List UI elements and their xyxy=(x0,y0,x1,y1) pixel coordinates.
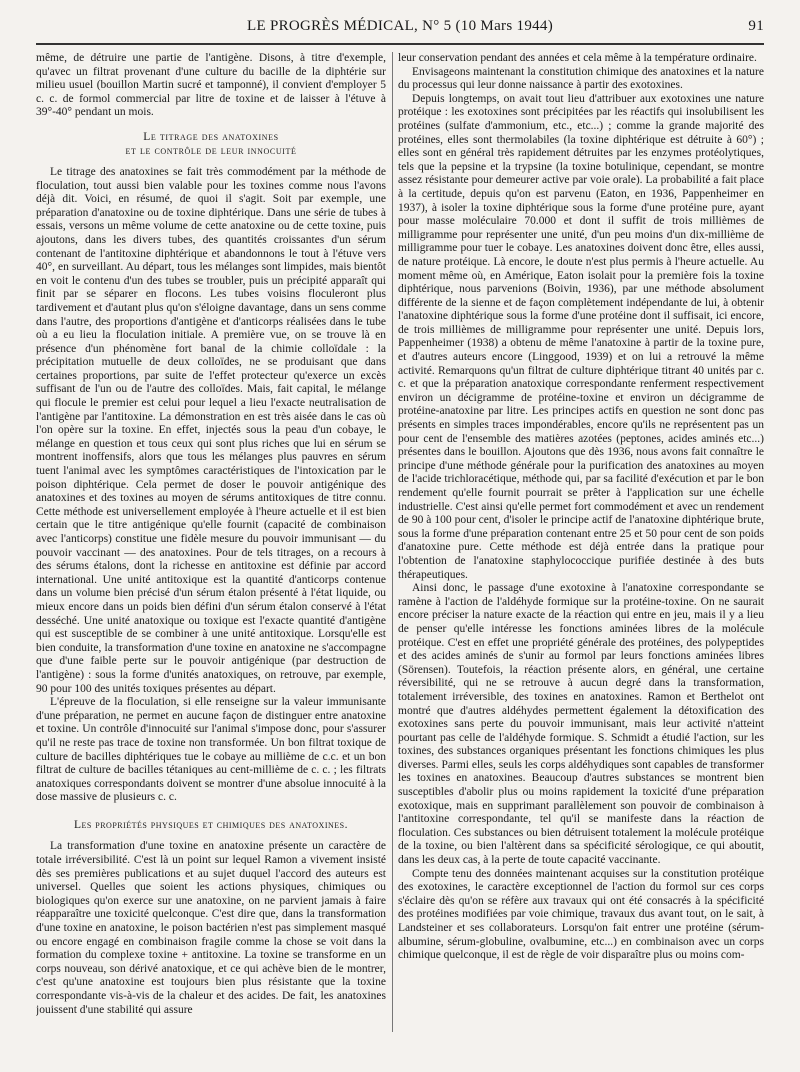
page-header xyxy=(36,18,764,40)
section-heading-proprietes: Les propriétés physiques et chimiques des anatoxines. xyxy=(74,818,348,831)
section-heading-titrage xyxy=(36,130,386,158)
paragraph: Compte tenu des données maintenant acquises sur la constitution protéique des exotoxines, le caractère exceptionnel de l'action du formol sur ces corps s'éclaire dès qu'on se réfère aux travaux qui ont été consacrés à la spécificité des protéines modifiées par voie chimique, travaux dus avant tout, on le sait, à Landsteiner et ses collaborateurs. Lorsqu'on fait entrer une protéine (sérum-albumine, sérum-globuline, ovalbumine, etc...) en combinaison avec un corps chimique quelconque, il est de règle de voir disparaître plus ou moins com- xyxy=(398,867,764,962)
paragraph: La transformation d'une toxine en anatoxine présente un caractère de totale irréversibilité. C'est là un point sur lequel Ramon a vivement insisté dès ses premières publications et au sujet duquel l'accord des auteurs est universel. Quelles que soient les actions physiques, chimiques ou biologiques qu'on exerce sur une anatoxine, on ne parvient jamais à faire réapparaître une toxicité quelconque. C'est dire que, dans la transformation d'une toxine en anatoxine, le poison bactérien n'est pas simplement masqué ou encore engagé en combinaison fragile comme la chose se voit dans la formation du complexe toxine + antitoxine. La toxine se transforme en un corps nouveau, son dérivé anatoxique, et ce qui achève bien de le montrer, c'est qu'une anatoxine est toujours bien plus résistante que la toxine correspondante vis-à-vis de la chaleur et des acides. De fait, les anatoxines jouissent d'une stabilité qui assure xyxy=(36,840,386,1016)
column-divider xyxy=(392,52,393,1032)
right-column xyxy=(398,52,764,1054)
running-title: LE PROGRÈS MÉDICAL, N° 5 (10 Mars 1944) xyxy=(246,18,554,34)
paragraph: Ainsi donc, le passage d'une exotoxine à l'anatoxine correspondante se ramène à l'action de l'aldéhyde formique sur la protéine-toxine. On ne saurait encore préciser la nature exacte de la réaction qui entre en jeu, mais il y a lieu de penser qu'elle intéresse les fonctions aminées libres de la molécule protéique. C'est en effet une propriété générale des protéines, des polypeptides et des acides aminés de s'unir au formol par leurs fonctions aminées libres (Sörensen). Toutefois, la réaction présente alors, en général, une certaine réversibilité, qui ne se retrouve à aucun degré dans la transformation, totalement irréversible, des toxines en anatoxines. Ramon et Berthelot ont montré que d'autres aldéhydes permettent également la détoxification des exotoxines sans perte du pouvoir immunisant, mais leur activité n'atteint pourtant pas celle de l'aldéhyde formique. S. Schmidt a étudié l'action, sur les toxines, des substances organiques présentant les fonctions chimiques les plus diverses. Parmi elles, seuls les corps aldéhydiques sont capables de transformer les toxines en anatoxines. Beaucoup d'autres substances se montrent bien susceptibles d'abolir plus ou moins rapidement la toxicité d'une préparation exotoxique, mais en supprimant parallèlement son pouvoir de combinaison à l'antitoxine correspondante, tel qu'il se manifeste dans la réaction de floculation. Ces substances ou bien détruisent totalement la molécule protéique de la toxine, ou bien l'altèrent dans sa spécificité sérologique, ce qui aboutit, dans les deux cas, à la perte de toute capacité vaccinante. xyxy=(398,582,764,867)
paragraph: L'épreuve de la floculation, si elle renseigne sur la valeur immunisante d'une préparation, ne permet en aucune façon de distinguer entre anatoxine et toxine. Un contrôle d'innocuité sur l'animal s'impose donc, pour s'assurer qu'il ne reste pas trace de toxine non transformée. Un bon filtrat toxique de culture de bacilles diphtériques tue le cobaye au millième de c.c. et un bon filtrat de culture de bacilles tétaniques au cent-millième de c. c. ; les filtrats anatoxiques correspondants doivent se montrer d'une absolue innocuité à la dose massive de plusieurs c. c. xyxy=(36,696,386,804)
page-number: 91 xyxy=(748,18,764,34)
paragraph: Envisageons maintenant la constitution chimique des anatoxines et la nature du processus qui leur donne naissance à partir des exotoxines. xyxy=(398,65,764,92)
left-column xyxy=(36,52,386,1054)
header-rule xyxy=(36,43,764,45)
paragraph: Depuis longtemps, on avait tout lieu d'attribuer aux exotoxines une nature protéique : les exotoxines sont précipitées par les réactifs qui insolubilisent les protéines (sulfate d'ammonium, etc., etc...) ; comme la grande majorité des protéines, elles sont thermolabiles (la toxine diphtérique est détruite à 60°) ; elles sont en général très rapidement détruites par les enzymes protéolytiques, tels que la pepsine et la trypsine (la toxine botulinique, cependant, se montre assez résistante pour demeurer active par voie orale). La probabilité a fait place à la certitude, depuis qu'on est parvenu (Eaton, en 1936, Pappenheimer en 1937), à isoler la toxine diphtérique sous la forme d'une protéine pure, ayant pour masse moléculaire 70.000 et dont il suffit de trois millièmes de milligramme pour représenter une unité, d'un peu moins d'un dix-millième de milligramme pour tuer le cobaye. Les anatoxines doivent donc être, elles aussi, de nature protéique. Là encore, le doute n'est plus permis à l'heure actuelle. Au moment même où, en Amérique, Eaton isolait pour la première fois la toxine diphtérique, nous parvenions (Boivin, 1936), par une méthode absolument différente de la sienne et de façon complètement indépendante de lui, à obtenir l'anatoxine diphtérique sous la forme d'une protéine dont il suffisait, ici encore, de trois millièmes de milligramme pour représenter une unité. Depuis lors, Pappenheimer (1938) a obtenu de même l'anatoxine à partir de la toxine pure, et d'autres auteurs encore (Linggood, 1939) et on lui a retrouvé la même activité. Remarquons qu'un filtrat de culture diphtérique titrant 40 unités par c. c. et que la préparation anatoxique correspondante renferment respectivement environ un décigramme de protéine-toxine et environ un décigramme de protéine-anatoxine par litre. Les principes actifs en question ne sont donc pas présents en simples traces impondérables, encore qu'ils ne représentent pas un pour cent de l'ensemble des matières azotées (peptones, acides aminés etc...) présentes dans le bouillon. Ajoutons que dès 1936, nous avons fait connaître le principe d'une méthode générale pour la purification des anatoxines au moyen de l'acide trichloracétique, méthode qui, par sa facilité d'exécution et par le bon rendement qu'elle fournit pourrait se prêter à l'application sur une échelle industrielle. C'est ainsi qu'elle permet fort commodément et avec un rendement de 90 à 100 pour cent, d'isoler le principe actif de l'anatoxine diphtérique brute, sous la forme d'une préparation contenant entre 25 et 50 pour cent de son poids d'anatoxine pure. Cette méthode est déjà entrée dans la pratique pour l'obtention de l'anatoxine staphylococcique purifiée destinée à des buts thérapeutiques. xyxy=(398,92,764,581)
paragraph: Le titrage des anatoxines se fait très commodément par la méthode de floculation, tout aussi bien valable pour les toxines comme nous l'avons déjà dit. Voici, en résumé, de quoi il s'agit. Soit par exemple, une préparation d'anatoxine ou de toxine diphtérique. Dans une série de tubes à essais, versons un même volume de cette anatoxine ou de cette toxine, puis ajoutons, dans les divers tubes, des quantités croissantes d'un sérum contenant de l'antitoxine diphtérique et abandonnons le tout à l'étuve vers 40°, en surveillant. Au départ, tous les mélanges sont limpides, mais bientôt en voit le contenu d'un des tubes se troubler, puis un précipité apparaît qui finit par se séparer en flocons. Les tubes voisins floculeront plus tardivement et d'autant plus qu'on s'éloigne davantage, dans un sens comme dans l'autre, des proportions d'antigène et d'anticorps réalisées dans le tube où a eu lieu la floculation initiale. A première vue, on se trouve là en présence d'un phénomène fort banal de la chimie colloïdale : la précipitation mutuelle de deux colloïdes, ne se produisant que dans certaines proportions, par suite de l'effet protecteur qu'exerce un excès suffisant de l'un ou de l'autre des colloïdes. Mais, fait capital, le mélange qui flocule le premier est celui pour lequel a lieu l'exacte neutralisation de l'antigène par l'antitoxine. La démonstration en est très aisée dans le cas où l'on opère sur la toxine. En effet, injectés sous la peau d'un cobaye, le mélange en question et tous ceux qui sont plus riches que lui en sérum se montrent inoffensifs, alors que tous les mélanges plus pauvres en sérum tuent l'animal avec les symptômes caractéristiques de l'intoxication par le poison diphtérique. Cela permet de doser le pouvoir antigénique des anatoxines et des toxines au moyen de sérums antitoxiques de titre connu. Cette méthode est universellement employée à l'heure actuelle et il est bien certain que le titre antigénique qu'elle fournit (capacité de combinaison avec l'anticorps) constitue une fidèle mesure du pouvoir immunisant — du pouvoir vaccinant — des anatoxines. Pour de tels titrages, on a recours à des sérums étalons, dont la richesse en antitoxine est définie par accord international. Une unité antitoxique est la quantité d'anticorps contenue dans un volume bien précisé d'un sérum étalon présenté à l'état liquide, ou mieux encore dans un poids bien défini d'un sérum étalon conservé à l'état desséché. Une unité anatoxique ou toxique est l'exacte quantité d'antigène qui est susceptible de se combiner à une unité antitoxique. Lorsqu'elle est bien conduite, la transformation d'une toxine en anatoxine ne s'accompagne que d'une faible perte sur le pouvoir antigénique (par destruction de l'antigène) : sous la forme d'unités anatoxiques, on retrouve, par exemple, 90 pour 100 des unités toxiques présentes au départ. xyxy=(36,165,386,695)
section-heading-line: Le titrage des anatoxines xyxy=(143,130,279,143)
paragraph: leur conservation pendant des années et cela même à la température ordinaire. xyxy=(398,52,757,64)
section-heading-line: et le contrôle de leur innocuité xyxy=(125,144,297,157)
paragraph: même, de détruire une partie de l'antigène. Disons, à titre d'exemple, qu'avec un filtrat provenant d'une culture du bacille de la diphtérie sur milieu usuel (bouillon Martin sucré et tamponné), il convient d'employer 5 c. c. de formol commercial par litre de toxine et de laisser à l'étuve à 39°-40° pendant un mois. xyxy=(36,52,386,119)
